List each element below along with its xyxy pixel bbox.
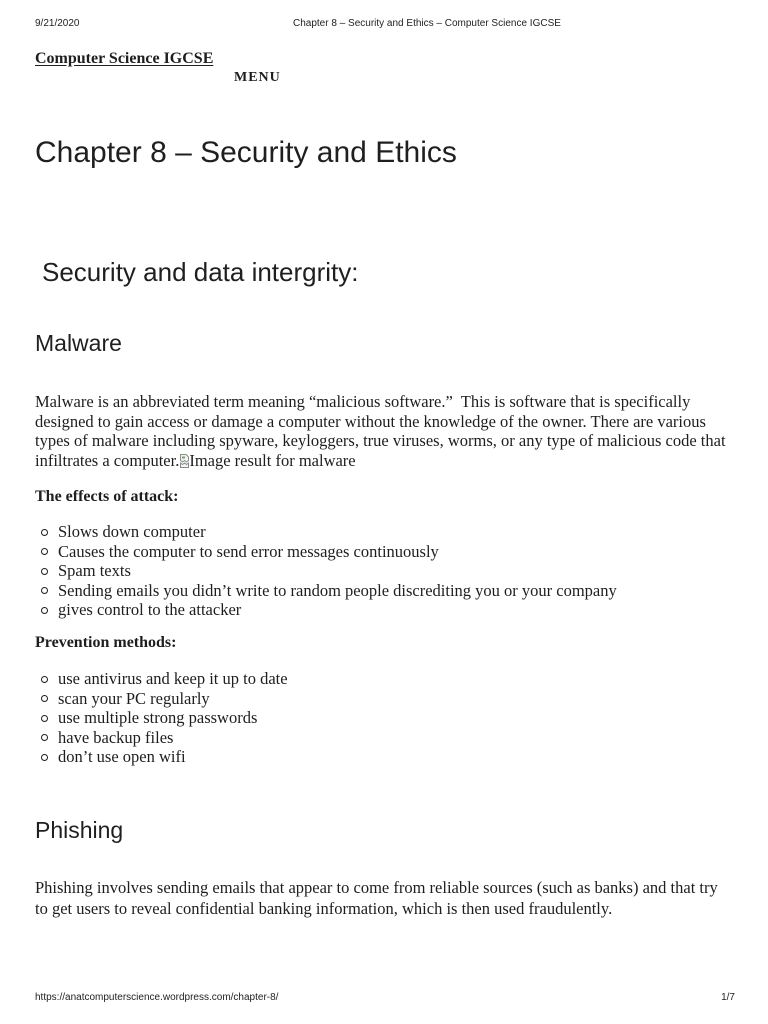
paragraph-line: to get users to reveal confidential banking information, which is then used fraudulently. <box>35 898 613 918</box>
list-item-text: have backup files <box>58 727 174 747</box>
image-alt-text: Image result for malware <box>189 450 356 470</box>
list-item <box>35 689 288 709</box>
circle-bullet-icon <box>41 734 48 741</box>
malware-heading: Malware <box>35 330 122 356</box>
prevention-list <box>35 669 288 767</box>
list-item <box>35 600 617 620</box>
circle-bullet-icon <box>41 754 48 761</box>
paragraph-line: designed to gain access or damage a computer without the knowledge of the owner. There are various <box>35 411 706 431</box>
circle-bullet-icon <box>41 695 48 702</box>
list-item-text: gives control to the attacker <box>58 600 242 619</box>
list-item-text: Slows down computer <box>58 522 206 541</box>
effects-heading: The effects of attack: <box>35 488 179 505</box>
list-item <box>35 728 288 748</box>
page-title: Chapter 8 – Security and Ethics <box>35 136 457 169</box>
list-item-text: use antivirus and keep it up to date <box>58 669 288 688</box>
paragraph-line: Malware is an abbreviated term meaning “malicious software.” This is software that is specifically <box>35 392 691 411</box>
list-item-text: Sending emails you didn’t write to random people discrediting you or your company <box>58 580 617 600</box>
list-item <box>35 542 617 562</box>
list-item-text: don’t use open wifi <box>58 747 186 766</box>
circle-bullet-icon <box>41 548 48 555</box>
paragraph-line-with-image <box>35 451 726 471</box>
circle-bullet-icon <box>41 529 48 536</box>
print-header-title: Chapter 8 – Security and Ethics – Computer Science IGCSE <box>293 18 561 29</box>
circle-bullet-icon <box>41 587 48 594</box>
print-date: 9/21/2020 <box>35 18 80 29</box>
menu-button[interactable]: MENU <box>234 70 281 85</box>
paragraph-line: infiltrates a computer. <box>35 450 180 470</box>
list-item-text: use multiple strong passwords <box>58 708 258 727</box>
print-page-number: 1/7 <box>721 992 735 1003</box>
list-item <box>35 747 288 767</box>
circle-bullet-icon <box>41 568 48 575</box>
circle-bullet-icon <box>41 715 48 722</box>
circle-bullet-icon <box>41 676 48 683</box>
list-item <box>35 669 288 689</box>
effects-list <box>35 522 617 620</box>
phishing-heading: Phishing <box>35 817 124 843</box>
list-item-text: Causes the computer to send error messages continuously <box>58 541 439 561</box>
print-footer-url: https://anatcomputerscience.wordpress.com/chapter-8/ <box>35 992 279 1003</box>
section-heading: Security and data intergrity: <box>42 257 359 287</box>
list-item-text: Spam texts <box>58 561 131 580</box>
malware-paragraph <box>35 392 726 470</box>
site-title-link[interactable]: Computer Science IGCSE <box>35 50 214 67</box>
paragraph-line: types of malware including spyware, keyloggers, true viruses, worms, or any type of malicious code that <box>35 431 726 450</box>
phishing-paragraph <box>35 878 718 919</box>
list-item-text: scan your PC regularly <box>58 688 210 708</box>
list-item <box>35 581 617 601</box>
paragraph-line: Phishing involves sending emails that appear to come from reliable sources (such as banks) and that try <box>35 878 718 897</box>
list-item <box>35 522 617 542</box>
list-item <box>35 708 288 728</box>
list-item <box>35 561 617 581</box>
circle-bullet-icon <box>41 607 48 614</box>
broken-image-icon <box>180 454 189 468</box>
prevention-heading: Prevention methods: <box>35 634 177 651</box>
